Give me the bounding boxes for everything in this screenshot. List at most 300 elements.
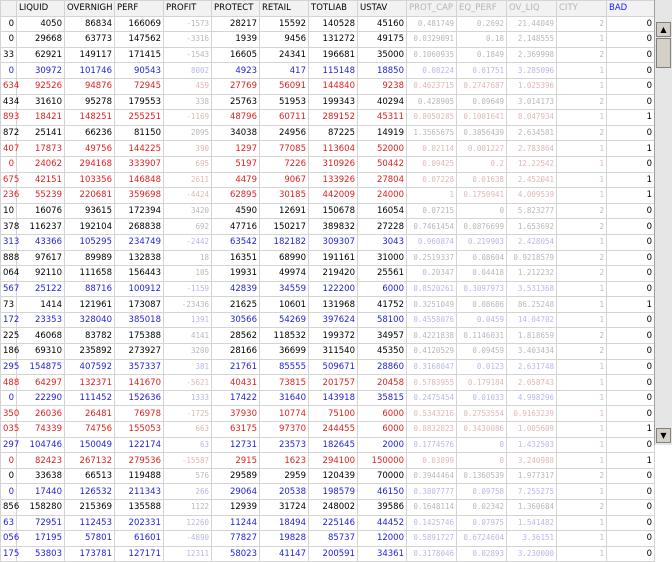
table-cell[interactable]: 1 xyxy=(557,312,607,328)
table-cell[interactable]: 154875 xyxy=(17,359,65,375)
table-cell[interactable]: 27804 xyxy=(358,172,407,188)
table-cell[interactable]: 97370 xyxy=(260,422,309,438)
table-cell[interactable]: 056 xyxy=(1,531,17,547)
table-cell[interactable]: 93615 xyxy=(65,203,115,219)
table-cell[interactable]: 0 xyxy=(607,546,655,562)
table-cell[interactable]: 3.230000 xyxy=(507,546,557,562)
table-cell[interactable]: 143918 xyxy=(309,390,358,406)
table-cell[interactable]: 30185 xyxy=(260,188,309,204)
table-cell[interactable]: 225146 xyxy=(309,515,358,531)
table-cell[interactable]: 0 xyxy=(607,47,655,63)
table-cell[interactable]: 576 xyxy=(164,468,212,484)
table-cell[interactable]: 73 xyxy=(1,297,17,313)
table-cell[interactable]: 54269 xyxy=(260,312,309,328)
table-row[interactable] xyxy=(1,16,655,32)
table-cell[interactable]: 12691 xyxy=(260,203,309,219)
table-cell[interactable]: 15592 xyxy=(260,16,309,32)
table-cell[interactable]: 0.001227 xyxy=(457,141,507,157)
table-cell[interactable]: 0.3097973 xyxy=(457,281,507,297)
table-cell[interactable]: 76978 xyxy=(115,406,164,422)
table-cell[interactable]: 0 xyxy=(607,156,655,172)
table-cell[interactable]: 0 xyxy=(607,515,655,531)
table-cell[interactable]: 381 xyxy=(164,359,212,375)
table-cell[interactable]: 0.4120529 xyxy=(407,344,457,360)
table-cell[interactable]: 92110 xyxy=(17,266,65,282)
table-cell[interactable]: 0.4558076 xyxy=(407,312,457,328)
table-cell[interactable]: 63 xyxy=(1,515,17,531)
table-cell[interactable]: 2 xyxy=(557,219,607,235)
table-cell[interactable]: 0.1146031 xyxy=(457,328,507,344)
table-cell[interactable]: 1.653692 xyxy=(507,219,557,235)
table-cell[interactable]: 1122 xyxy=(164,500,212,516)
table-cell[interactable]: 1 xyxy=(557,375,607,391)
column-header-ustav[interactable]: USTAV xyxy=(358,1,407,17)
table-cell[interactable]: 25561 xyxy=(358,266,407,282)
table-cell[interactable]: 0 xyxy=(607,328,655,344)
table-cell[interactable]: 0 xyxy=(607,312,655,328)
table-cell[interactable]: 1623 xyxy=(260,453,309,469)
table-cell[interactable]: 62921 xyxy=(17,47,65,63)
table-cell[interactable]: 0.9218579 xyxy=(507,250,557,266)
table-cell[interactable]: 74339 xyxy=(17,422,65,438)
table-cell[interactable]: -2442 xyxy=(164,234,212,250)
table-cell[interactable]: 2 xyxy=(557,94,607,110)
table-cell[interactable]: 196681 xyxy=(309,47,358,63)
table-cell[interactable]: 0.428905 xyxy=(407,94,457,110)
table-cell[interactable]: 48796 xyxy=(212,110,260,126)
table-cell[interactable]: 135588 xyxy=(115,500,164,516)
table-cell[interactable]: -23436 xyxy=(164,297,212,313)
table-cell[interactable]: 97617 xyxy=(17,250,65,266)
table-cell[interactable]: 310926 xyxy=(309,156,358,172)
table-row[interactable] xyxy=(1,250,655,266)
table-cell[interactable]: 2 xyxy=(557,266,607,282)
table-cell[interactable]: 0.0876699 xyxy=(457,219,507,235)
table-cell[interactable]: 1 xyxy=(607,172,655,188)
table-cell[interactable]: 144840 xyxy=(309,78,358,94)
table-row[interactable] xyxy=(1,110,655,126)
table-cell[interactable]: 16351 xyxy=(212,250,260,266)
table-cell[interactable]: 24341 xyxy=(260,47,309,63)
table-cell[interactable]: 313 xyxy=(1,234,17,250)
table-cell[interactable]: 55239 xyxy=(17,188,65,204)
table-cell[interactable]: 1 xyxy=(557,281,607,297)
table-cell[interactable]: 25122 xyxy=(17,281,65,297)
table-row[interactable] xyxy=(1,375,655,391)
table-cell[interactable]: 856 xyxy=(1,500,17,516)
table-cell[interactable]: 219420 xyxy=(309,266,358,282)
table-cell[interactable]: 309307 xyxy=(309,234,358,250)
table-cell[interactable]: 0.1425746 xyxy=(407,515,457,531)
table-cell[interactable]: 5197 xyxy=(212,156,260,172)
table-cell[interactable]: 31000 xyxy=(358,250,407,266)
table-cell[interactable]: 63542 xyxy=(212,234,260,250)
table-cell[interactable]: 77827 xyxy=(212,531,260,547)
table-cell[interactable]: 19931 xyxy=(212,266,260,282)
table-cell[interactable]: 35000 xyxy=(358,47,407,63)
table-cell[interactable]: 0 xyxy=(607,281,655,297)
table-cell[interactable]: 72945 xyxy=(115,78,164,94)
table-cell[interactable]: 75100 xyxy=(309,406,358,422)
column-header-totliab[interactable]: TOTLIAB xyxy=(309,1,358,17)
table-cell[interactable]: 273927 xyxy=(115,344,164,360)
table-row[interactable] xyxy=(1,359,655,375)
table-cell[interactable]: 0.1750941 xyxy=(457,188,507,204)
table-cell[interactable]: 90543 xyxy=(115,63,164,79)
table-cell[interactable]: 350 xyxy=(1,406,17,422)
table-cell[interactable]: 1.541482 xyxy=(507,515,557,531)
table-cell[interactable]: 417 xyxy=(260,63,309,79)
table-cell[interactable]: 397624 xyxy=(309,312,358,328)
table-cell[interactable]: 201757 xyxy=(309,375,358,391)
table-cell[interactable]: 132371 xyxy=(65,375,115,391)
table-cell[interactable]: 12731 xyxy=(212,437,260,453)
table-cell[interactable]: 1939 xyxy=(212,32,260,48)
table-cell[interactable]: 0.481749 xyxy=(407,16,457,32)
table-row[interactable] xyxy=(1,328,655,344)
table-cell[interactable]: 21.44049 xyxy=(507,16,557,32)
table-cell[interactable]: 338 xyxy=(164,94,212,110)
column-header-index[interactable] xyxy=(1,1,17,17)
table-cell[interactable]: 064 xyxy=(1,266,17,282)
table-cell[interactable]: 294100 xyxy=(309,453,358,469)
table-cell[interactable]: 0.1060935 xyxy=(407,47,457,63)
table-cell[interactable]: 3.240988 xyxy=(507,453,557,469)
table-cell[interactable]: 0.5891727 xyxy=(407,531,457,547)
table-cell[interactable]: 0.07215 xyxy=(407,203,457,219)
table-cell[interactable]: 295 xyxy=(1,359,17,375)
table-cell[interactable]: 0 xyxy=(457,437,507,453)
table-cell[interactable]: 17422 xyxy=(212,390,260,406)
table-cell[interactable]: 105295 xyxy=(65,234,115,250)
table-cell[interactable]: 0 xyxy=(607,78,655,94)
table-cell[interactable]: 0.04418 xyxy=(457,266,507,282)
table-cell[interactable]: 0.02342 xyxy=(457,500,507,516)
column-header-profit[interactable]: PROFIT xyxy=(164,1,212,17)
table-cell[interactable]: 2 xyxy=(557,468,607,484)
table-cell[interactable]: 0.219903 xyxy=(457,234,507,250)
table-cell[interactable]: 1 xyxy=(557,531,607,547)
table-cell[interactable]: 43366 xyxy=(17,234,65,250)
table-cell[interactable]: 173781 xyxy=(65,546,115,562)
table-cell[interactable]: 2611 xyxy=(164,172,212,188)
table-row[interactable] xyxy=(1,156,655,172)
table-cell[interactable]: 5.823277 xyxy=(507,203,557,219)
table-cell[interactable]: 3200 xyxy=(164,344,212,360)
table-cell[interactable]: 86.25248 xyxy=(507,297,557,313)
table-cell[interactable]: 148251 xyxy=(65,110,115,126)
table-cell[interactable]: 294168 xyxy=(65,156,115,172)
table-cell[interactable]: 488 xyxy=(1,375,17,391)
table-cell[interactable]: 0.9163239 xyxy=(507,406,557,422)
table-cell[interactable]: 50442 xyxy=(358,156,407,172)
table-cell[interactable]: 2.148555 xyxy=(507,32,557,48)
table-cell[interactable]: 46150 xyxy=(358,484,407,500)
table-cell[interactable]: 62895 xyxy=(212,188,260,204)
table-row[interactable] xyxy=(1,437,655,453)
table-cell[interactable]: 26481 xyxy=(65,406,115,422)
table-cell[interactable]: 297 xyxy=(1,437,17,453)
table-cell[interactable]: 0.8050285 xyxy=(407,110,457,126)
table-cell[interactable]: 0.1360539 xyxy=(457,468,507,484)
table-cell[interactable]: 1 xyxy=(557,406,607,422)
table-row[interactable] xyxy=(1,500,655,516)
table-cell[interactable]: 2.058743 xyxy=(507,375,557,391)
table-cell[interactable]: 140528 xyxy=(309,16,358,32)
table-cell[interactable]: 74756 xyxy=(65,422,115,438)
table-cell[interactable]: 279536 xyxy=(115,453,164,469)
table-cell[interactable]: 6000 xyxy=(358,406,407,422)
table-cell[interactable]: 0 xyxy=(457,453,507,469)
table-cell[interactable]: 58100 xyxy=(358,312,407,328)
table-cell[interactable]: 118532 xyxy=(260,328,309,344)
table-cell[interactable]: 0.1774576 xyxy=(407,437,457,453)
table-cell[interactable]: 3.36151 xyxy=(507,531,557,547)
table-cell[interactable]: 95278 xyxy=(65,94,115,110)
table-cell[interactable]: 0 xyxy=(607,468,655,484)
table-cell[interactable]: 328040 xyxy=(65,312,115,328)
table-cell[interactable]: 92526 xyxy=(17,78,65,94)
column-header-liquid[interactable]: LIQUID xyxy=(17,1,65,17)
table-cell[interactable]: 0.02114 xyxy=(407,141,457,157)
table-cell[interactable]: 29589 xyxy=(212,468,260,484)
table-cell[interactable]: -1573 xyxy=(164,16,212,32)
table-row[interactable] xyxy=(1,32,655,48)
table-cell[interactable]: 34559 xyxy=(260,281,309,297)
table-cell[interactable]: 150000 xyxy=(358,453,407,469)
table-cell[interactable]: 4590 xyxy=(212,203,260,219)
table-cell[interactable]: 8.047934 xyxy=(507,110,557,126)
table-cell[interactable]: 211343 xyxy=(115,484,164,500)
table-cell[interactable]: 40431 xyxy=(212,375,260,391)
table-cell[interactable]: 234749 xyxy=(115,234,164,250)
table-cell[interactable]: 155053 xyxy=(115,422,164,438)
table-cell[interactable]: 035 xyxy=(1,422,17,438)
table-cell[interactable]: 389832 xyxy=(309,219,358,235)
table-cell[interactable]: 0.3168047 xyxy=(407,359,457,375)
column-header-prot-cap[interactable]: PROT_CAP xyxy=(407,1,457,17)
table-cell[interactable]: 131272 xyxy=(309,32,358,48)
table-cell[interactable]: 0.08224 xyxy=(407,63,457,79)
table-cell[interactable]: 119488 xyxy=(115,468,164,484)
table-cell[interactable]: 434 xyxy=(1,94,17,110)
table-cell[interactable]: 25763 xyxy=(212,94,260,110)
table-cell[interactable]: 872 xyxy=(1,125,17,141)
table-cell[interactable]: 144225 xyxy=(115,141,164,157)
table-cell[interactable]: 2.428054 xyxy=(507,234,557,250)
table-row[interactable] xyxy=(1,453,655,469)
table-cell[interactable]: 150678 xyxy=(309,203,358,219)
table-cell[interactable]: 0 xyxy=(607,359,655,375)
table-cell[interactable]: 131968 xyxy=(309,297,358,313)
table-cell[interactable]: 0.01751 xyxy=(457,63,507,79)
table-cell[interactable]: 1 xyxy=(607,453,655,469)
table-cell[interactable]: 14.04702 xyxy=(507,312,557,328)
table-cell[interactable]: 111658 xyxy=(65,266,115,282)
table-cell[interactable]: 18421 xyxy=(17,110,65,126)
table-cell[interactable]: 1.432503 xyxy=(507,437,557,453)
table-cell[interactable]: 94876 xyxy=(65,78,115,94)
table-cell[interactable]: 2 xyxy=(557,125,607,141)
column-header-eq-perf[interactable]: EQ_PERF xyxy=(457,1,507,17)
table-cell[interactable]: 0.01638 xyxy=(457,172,507,188)
table-cell[interactable]: 235892 xyxy=(65,344,115,360)
column-header-ov-liq[interactable]: OV_LIQ xyxy=(507,1,557,17)
table-cell[interactable]: 2 xyxy=(557,47,607,63)
table-cell[interactable]: 63773 xyxy=(65,32,115,48)
table-cell[interactable]: 7226 xyxy=(260,156,309,172)
table-cell[interactable]: 509671 xyxy=(309,359,358,375)
table-row[interactable] xyxy=(1,468,655,484)
table-cell[interactable]: 442009 xyxy=(309,188,358,204)
table-cell[interactable]: 172394 xyxy=(115,203,164,219)
table-cell[interactable]: 1 xyxy=(557,188,607,204)
table-cell[interactable]: 1 xyxy=(607,297,655,313)
table-cell[interactable]: 0.0329091 xyxy=(407,32,457,48)
table-cell[interactable]: 0 xyxy=(457,203,507,219)
table-cell[interactable]: 0.3856439 xyxy=(457,125,507,141)
table-cell[interactable]: 248002 xyxy=(309,500,358,516)
table-cell[interactable]: 87225 xyxy=(309,125,358,141)
table-row[interactable] xyxy=(1,266,655,282)
table-cell[interactable]: 1 xyxy=(557,141,607,157)
table-cell[interactable]: 0.3178046 xyxy=(407,546,457,562)
column-header-perf[interactable]: PERF xyxy=(115,1,164,17)
table-cell[interactable]: 0.2 xyxy=(457,156,507,172)
table-cell[interactable]: 0.8832823 xyxy=(407,422,457,438)
table-cell[interactable]: 1414 xyxy=(17,297,65,313)
table-cell[interactable]: 127171 xyxy=(115,546,164,562)
table-cell[interactable]: 4.998296 xyxy=(507,390,557,406)
table-cell[interactable]: -1169 xyxy=(164,110,212,126)
table-cell[interactable]: 0 xyxy=(1,156,17,172)
table-cell[interactable]: 1 xyxy=(557,156,607,172)
table-cell[interactable]: 44452 xyxy=(358,515,407,531)
table-cell[interactable]: 158280 xyxy=(17,500,65,516)
table-cell[interactable]: 85555 xyxy=(260,359,309,375)
table-cell[interactable]: 103356 xyxy=(65,172,115,188)
table-cell[interactable]: 28860 xyxy=(358,359,407,375)
table-cell[interactable]: 14919 xyxy=(358,125,407,141)
table-cell[interactable]: 25141 xyxy=(17,125,65,141)
table-cell[interactable]: 1 xyxy=(607,188,655,204)
table-cell[interactable]: 186 xyxy=(1,344,17,360)
table-cell[interactable]: 82423 xyxy=(17,453,65,469)
table-cell[interactable]: 888 xyxy=(1,250,17,266)
table-cell[interactable]: 0 xyxy=(607,203,655,219)
table-cell[interactable]: 695 xyxy=(164,156,212,172)
table-cell[interactable]: 0 xyxy=(1,32,17,48)
table-cell[interactable]: 66236 xyxy=(65,125,115,141)
table-cell[interactable]: 220681 xyxy=(65,188,115,204)
table-cell[interactable]: 35815 xyxy=(358,390,407,406)
table-cell[interactable]: 199372 xyxy=(309,328,358,344)
table-cell[interactable]: -5621 xyxy=(164,375,212,391)
table-cell[interactable]: 1 xyxy=(557,390,607,406)
table-cell[interactable]: 17195 xyxy=(17,531,65,547)
table-cell[interactable]: 0 xyxy=(607,32,655,48)
table-cell[interactable]: 0.179184 xyxy=(457,375,507,391)
table-cell[interactable]: 89989 xyxy=(65,250,115,266)
table-cell[interactable]: 3.285096 xyxy=(507,63,557,79)
table-cell[interactable]: 116237 xyxy=(17,219,65,235)
table-cell[interactable]: 19828 xyxy=(260,531,309,547)
table-cell[interactable]: 29064 xyxy=(212,484,260,500)
table-cell[interactable]: 567 xyxy=(1,281,17,297)
table-cell[interactable]: 73815 xyxy=(260,375,309,391)
table-cell[interactable]: 69310 xyxy=(17,344,65,360)
table-cell[interactable]: 1391 xyxy=(164,312,212,328)
table-cell[interactable]: 4141 xyxy=(164,328,212,344)
table-cell[interactable]: 692 xyxy=(164,219,212,235)
table-cell[interactable]: 24062 xyxy=(17,156,65,172)
table-cell[interactable]: 42151 xyxy=(17,172,65,188)
table-cell[interactable]: 459 xyxy=(164,78,212,94)
table-cell[interactable]: 1 xyxy=(557,359,607,375)
table-cell[interactable]: 0.1648114 xyxy=(407,500,457,516)
table-cell[interactable]: 18 xyxy=(164,250,212,266)
table-cell[interactable]: 115148 xyxy=(309,63,358,79)
table-cell[interactable]: 12939 xyxy=(212,500,260,516)
table-row[interactable] xyxy=(1,63,655,79)
table-cell[interactable]: 72951 xyxy=(17,515,65,531)
table-cell[interactable]: 20458 xyxy=(358,375,407,391)
table-cell[interactable]: -3316 xyxy=(164,32,212,48)
table-cell[interactable]: 31610 xyxy=(17,94,65,110)
table-cell[interactable]: 2.452041 xyxy=(507,172,557,188)
table-cell[interactable]: 2 xyxy=(557,344,607,360)
table-cell[interactable]: 16076 xyxy=(17,203,65,219)
table-cell[interactable]: 266 xyxy=(164,484,212,500)
table-cell[interactable]: 45160 xyxy=(358,16,407,32)
table-cell[interactable]: 3.531368 xyxy=(507,281,557,297)
table-cell[interactable]: 1 xyxy=(557,63,607,79)
table-cell[interactable]: 3.014173 xyxy=(507,94,557,110)
table-cell[interactable]: 175 xyxy=(1,546,17,562)
table-cell[interactable]: -1725 xyxy=(164,406,212,422)
table-cell[interactable]: 1 xyxy=(557,78,607,94)
table-cell[interactable]: 6000 xyxy=(358,422,407,438)
table-cell[interactable]: 22290 xyxy=(17,390,65,406)
table-cell[interactable]: 16054 xyxy=(358,203,407,219)
table-cell[interactable]: 104746 xyxy=(17,437,65,453)
table-cell[interactable]: 42839 xyxy=(212,281,260,297)
table-cell[interactable]: 16605 xyxy=(212,47,260,63)
column-header-city[interactable]: CITY xyxy=(557,1,607,17)
table-cell[interactable]: 29668 xyxy=(17,32,65,48)
table-cell[interactable]: 0 xyxy=(607,500,655,516)
table-cell[interactable]: 147562 xyxy=(115,32,164,48)
table-cell[interactable]: 0.07975 xyxy=(457,515,507,531)
table-cell[interactable]: 2959 xyxy=(260,468,309,484)
table-cell[interactable]: 3420 xyxy=(164,203,212,219)
table-cell[interactable]: 2095 xyxy=(164,125,212,141)
table-cell[interactable]: 122174 xyxy=(115,437,164,453)
scroll-up-arrow-icon[interactable]: ▲ xyxy=(656,22,671,37)
table-cell[interactable]: 24000 xyxy=(358,188,407,204)
column-header-overnigh[interactable]: OVERNIGH xyxy=(65,1,115,17)
table-cell[interactable]: 34361 xyxy=(358,546,407,562)
table-cell[interactable]: 2.631748 xyxy=(507,359,557,375)
table-cell[interactable]: 2 xyxy=(557,16,607,32)
table-row[interactable] xyxy=(1,125,655,141)
table-cell[interactable]: 1 xyxy=(557,546,607,562)
table-cell[interactable]: 101746 xyxy=(65,63,115,79)
table-cell[interactable]: 28217 xyxy=(212,16,260,32)
table-cell[interactable]: 0 xyxy=(607,390,655,406)
table-cell[interactable]: 182182 xyxy=(260,234,309,250)
table-cell[interactable]: 255251 xyxy=(115,110,164,126)
